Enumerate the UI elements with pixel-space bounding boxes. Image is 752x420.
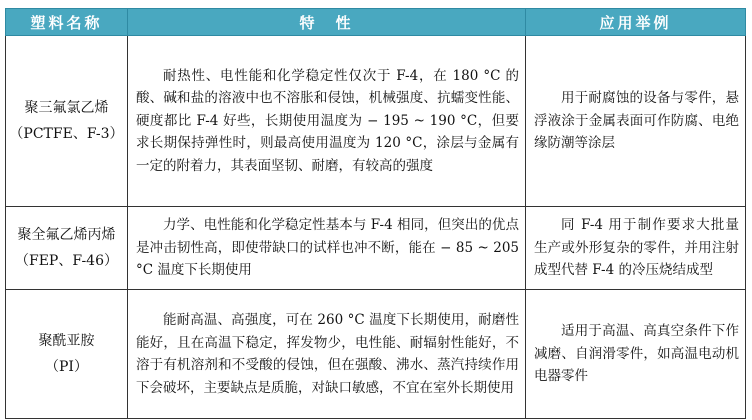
properties-cell — [128, 36, 526, 207]
table-row — [6, 290, 746, 419]
table-row — [6, 207, 746, 290]
application-text: 适用于高温、高真空条件下作减磨、自润滑零件，如高温电动机电器零件 — [534, 323, 739, 385]
plastic-name-cell — [6, 290, 128, 419]
plastic-name-cell — [6, 36, 128, 207]
plastic-abbreviation: （PCTFE、F-3） — [9, 126, 124, 142]
table-header-row — [6, 9, 746, 36]
plastic-abbreviation: （PI） — [45, 359, 88, 375]
header-properties: 特 性 — [128, 9, 526, 36]
header-application: 应用举例 — [526, 9, 746, 36]
application-text: 同 F-4 用于制作要求大批量生产或外形复杂的零件，并用注射成型代替 F-4 的冷压烧结成型 — [534, 217, 739, 279]
plastic-name: 聚酰亚胺 — [38, 333, 95, 349]
plastic-name-cell — [6, 207, 128, 290]
properties-text: 力学、电性能和化学稳定性基本与 F-4 相同，但突出的优点是冲击韧性高，即使带缺口的试样也冲不断，能在 − 85 ~ 205 °C 温度下长期使用 — [136, 217, 519, 279]
properties-text: 耐热性、电性能和化学稳定性仅次于 F-4，在 180 °C 的酸、碱和盐的溶液中也不溶胀和侵蚀，机械强度、抗蠕变性能、硬度都比 F-4 好些，长期使用温度为 − 195 ~ 190 °C，但要求长期保持弹性时，则最高使用温度为 120 °C，涂层与金属有一定的附着力，其表面坚韧、耐磨，有较高的强度 — [136, 67, 519, 174]
header-plastic-name: 塑料名称 — [6, 9, 128, 36]
properties-cell — [128, 207, 526, 290]
application-cell — [526, 290, 746, 419]
application-cell — [526, 207, 746, 290]
plastic-abbreviation: （FEP、F-46） — [15, 253, 118, 269]
properties-text: 能耐高温、高强度，可在 260 °C 温度下长期使用，耐磨性能好，且在高温下稳定，挥发物少，电性能、耐辐射性能好，不溶于有机溶剂和不受酸的侵蚀，但在强酸、沸水、蒸汽持续作用下会破坏，主要缺点是质脆，对缺口敏感，不宜在室外长期使用 — [136, 312, 519, 396]
plastics-table — [5, 8, 746, 419]
plastic-name: 聚全氟乙烯丙烯 — [17, 227, 116, 243]
application-cell — [526, 36, 746, 207]
plastic-name: 聚三氟氯乙烯 — [24, 100, 109, 116]
application-text: 用于耐腐蚀的设备与零件，悬浮液涂于金属表面可作防腐、电绝缘防潮等涂层 — [534, 90, 739, 152]
properties-cell — [128, 290, 526, 419]
table-row — [6, 36, 746, 207]
